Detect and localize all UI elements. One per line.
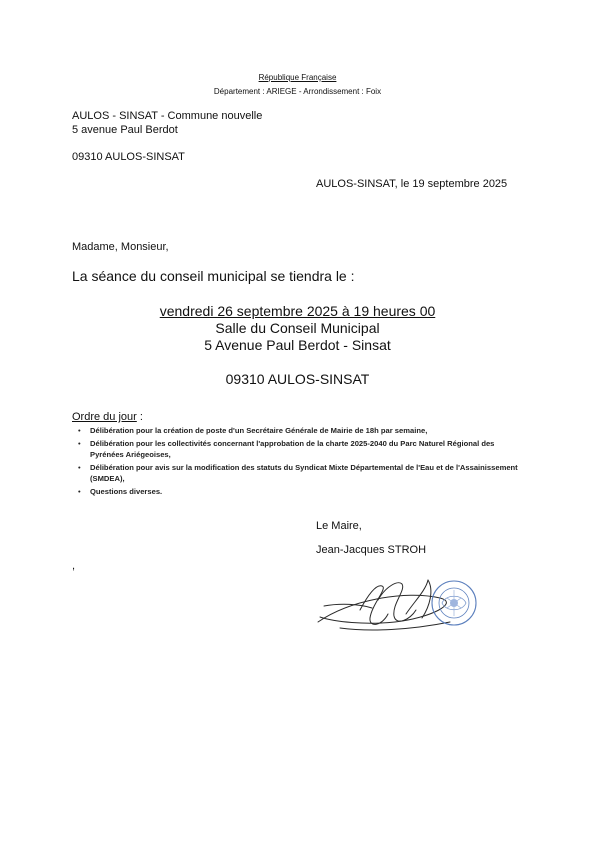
signature-image: [310, 570, 490, 640]
agenda-list: [74, 425, 526, 498]
agenda-item: • Délibération pour la création de poste d'un Secrétaire Générale de Mairie de 18h par semaine,: [74, 425, 526, 437]
agenda-item: • Délibération pour les collectivités concernant l'approbation de la charte 2025-2040 du Parc Naturel Régional des Pyrénées Ariégeoises,: [74, 438, 526, 461]
meeting-address: 5 Avenue Paul Berdot - Sinsat: [204, 337, 391, 353]
meeting-datetime: vendredi 26 septembre 2025 à 19 heures 00: [159, 303, 436, 319]
meeting-room: Salle du Conseil Municipal: [215, 320, 380, 336]
sender-address: 5 avenue Paul Berdot: [72, 124, 178, 136]
signature-name: Jean-Jacques STROH: [316, 544, 427, 556]
signature-title: Le Maire,: [316, 520, 362, 532]
meeting-city: 09310 AULOS-SINSAT: [225, 371, 370, 387]
intro-line: La séance du conseil municipal se tiendra le :: [72, 268, 355, 284]
agenda-item: • Questions diverses.: [74, 486, 526, 498]
agenda-heading: [72, 411, 143, 423]
sender-name: AULOS - SINSAT - Commune nouvelle: [72, 110, 263, 122]
agenda-title: Ordre du jour: [72, 411, 137, 423]
departement-line: Département : ARIEGE - Arrondissement : Foix: [213, 87, 382, 96]
stray-mark: ,: [72, 560, 76, 572]
agenda-item: • Délibération pour avis sur la modification des statuts du Syndicat Mixte Départemental de l'Eau et de l'Assainissement (SMDEA),: [74, 462, 526, 485]
official-seal-icon: [432, 581, 476, 625]
republique-heading: République Française: [258, 73, 337, 82]
sender-postal: 09310 AULOS-SINSAT: [72, 151, 185, 163]
place-date: AULOS-SINSAT, le 19 septembre 2025: [316, 178, 508, 190]
agenda-title-colon: :: [136, 411, 143, 423]
salutation: Madame, Monsieur,: [72, 241, 169, 253]
